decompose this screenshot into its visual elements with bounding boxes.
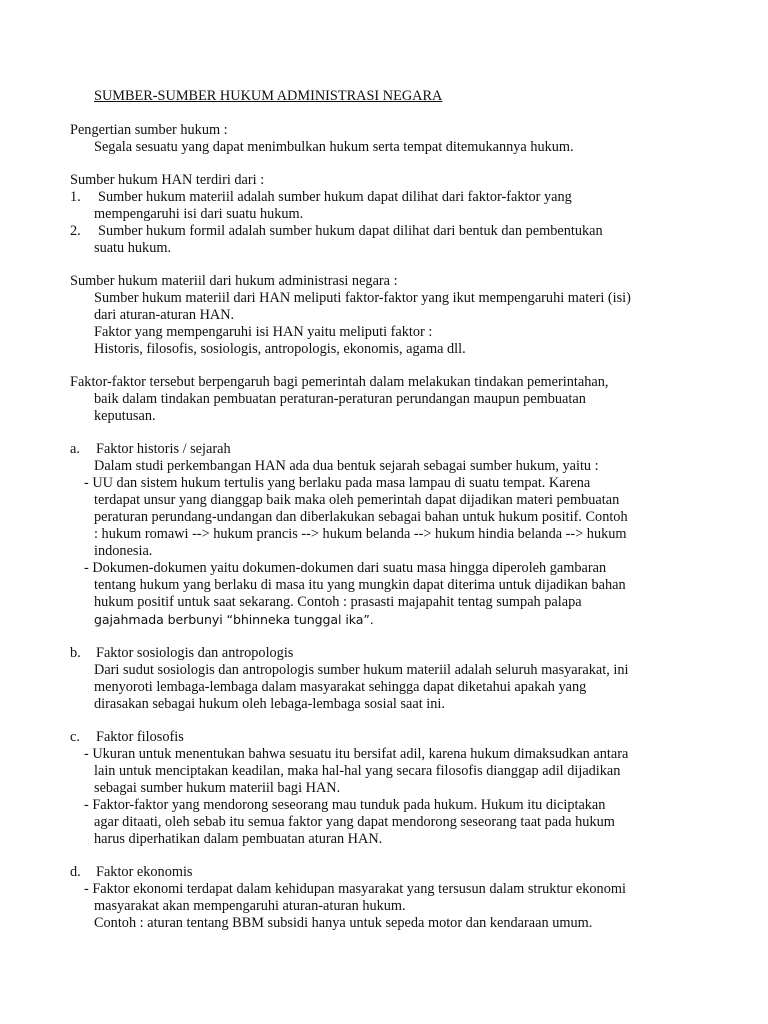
section-a-heading: Faktor historis / sejarah [96, 441, 231, 457]
section-b-line: Dari sudut sosiologis dan antropologis sumber hukum materiil adalah seluruh masyarakat, ini [94, 662, 629, 678]
materiil-line: dari aturan-aturan HAN. [94, 307, 235, 323]
materiil-line: Faktor yang mempengaruhi isi HAN yaitu meliputi faktor : [94, 324, 433, 340]
sumber-han-item-number: 2. [70, 223, 81, 239]
section-a-label: a. [70, 441, 80, 457]
section-a-bullet-line: : hukum romawi --> hukum prancis --> hukum belanda --> hukum hindia belanda --> hukum [94, 526, 627, 542]
section-a-bullet-line: indonesia. [94, 543, 153, 559]
materiil-line: Historis, filosofis, sosiologis, antropologis, ekonomis, agama dll. [94, 341, 466, 357]
section-c-bullet-line: sebagai sumber hukum materiil bagi HAN. [94, 780, 341, 796]
section-d-heading: Faktor ekonomis [96, 864, 193, 880]
section-b-label: b. [70, 645, 81, 661]
section-b-line: menyoroti lembaga-lembaga dalam masyarakat sehingga dapat diketahui apakah yang [94, 679, 587, 695]
sumber-han-item-text: Sumber hukum materiil adalah sumber hukum dapat dilihat dari faktor-faktor yang [98, 189, 572, 205]
section-c-bullet-line: - Ukuran untuk menentukan bahwa sesuatu itu bersifat adil, karena hukum dimaksudkan antara [84, 746, 629, 762]
section-c-bullet-line: agar ditaati, oleh sebab itu semua faktor yang dapat mendorong seseorang taat pada hukum [94, 814, 615, 830]
section-a-bullet-line: - Dokumen-dokumen yaitu dokumen-dokumen dari suatu masa hingga diperoleh gambaran [84, 560, 607, 576]
materiil-heading: Sumber hukum materiil dari hukum administrasi negara : [70, 273, 398, 289]
materiil-line: Sumber hukum materiil dari HAN meliputi faktor-faktor yang ikut mempengaruhi materi (isi) [94, 290, 631, 306]
faktor-intro-line: keputusan. [94, 408, 156, 424]
sumber-han-item-number: 1. [70, 189, 81, 205]
document-title: SUMBER-SUMBER HUKUM ADMINISTRASI NEGARA [94, 88, 443, 104]
section-a-bullet-line: - UU dan sistem hukum tertulis yang berlaku pada masa lampau di suatu tempat. Karena [84, 475, 591, 491]
section-a-bullet-line: tentang hukum yang berlaku di masa itu yang mungkin dapat diterima untuk dijadikan bahan [94, 577, 626, 593]
section-b-heading: Faktor sosiologis dan antropologis [96, 645, 294, 661]
pengertian-heading: Pengertian sumber hukum : [70, 122, 228, 138]
sumber-han-item-text: mempengaruhi isi dari suatu hukum. [94, 206, 304, 222]
section-a-intro: Dalam studi perkembangan HAN ada dua bentuk sejarah sebagai sumber hukum, yaitu : [94, 458, 599, 474]
section-d-label: d. [70, 864, 81, 880]
section-c-heading: Faktor filosofis [96, 729, 184, 745]
section-b-line: dirasakan sebagai hukum oleh lebaga-lembaga sosial saat ini. [94, 696, 445, 712]
sumber-han-heading: Sumber hukum HAN terdiri dari : [70, 172, 265, 188]
faktor-intro-line: baik dalam tindakan pembuatan peraturan-peraturan perundangan maupun pembuatan [94, 391, 586, 407]
section-a-bullet-line: gajahmada berbunyi “bhinneka tunggal ika”. [94, 612, 374, 627]
section-a-bullet-line: peraturan perundang-undangan dan diberlakukan sebagai bahan untuk hukum positif. Contoh [94, 509, 628, 525]
pengertian-text: Segala sesuatu yang dapat menimbulkan hukum serta tempat ditemukannya hukum. [94, 139, 574, 155]
section-d-bullet-line: masyarakat akan mempengaruhi aturan-aturan hukum. [94, 898, 406, 914]
sumber-han-item-text: suatu hukum. [94, 240, 172, 256]
section-c-bullet-line: - Faktor-faktor yang mendorong seseorang mau tunduk pada hukum. Hukum itu diciptakan [84, 797, 606, 813]
section-c-bullet-line: lain untuk menciptakan keadilan, maka hal-hal yang secara filosofis dianggap adil dijadikan [94, 763, 621, 779]
section-c-label: c. [70, 729, 80, 745]
section-a-bullet-line: terdapat unsur yang dianggap baik maka oleh pemerintah dapat dijadikan materi pembuatan [94, 492, 620, 508]
section-d-bullet-line: - Faktor ekonomi terdapat dalam kehidupan masyarakat yang tersusun dalam struktur ekonomi [84, 881, 626, 897]
sumber-han-item-text: Sumber hukum formil adalah sumber hukum dapat dilihat dari bentuk dan pembentukan [98, 223, 603, 239]
faktor-intro-line: Faktor-faktor tersebut berpengaruh bagi pemerintah dalam melakukan tindakan pemerintahan, [70, 374, 609, 390]
section-c-bullet-line: harus diperhatikan dalam pembuatan aturan HAN. [94, 831, 383, 847]
section-d-bullet-line: Contoh : aturan tentang BBM subsidi hanya untuk sepeda motor dan kendaraan umum. [94, 915, 593, 931]
section-a-bullet-line: hukum positif untuk saat sekarang. Contoh : prasasti majapahit tentag sumpah palapa [94, 594, 582, 610]
